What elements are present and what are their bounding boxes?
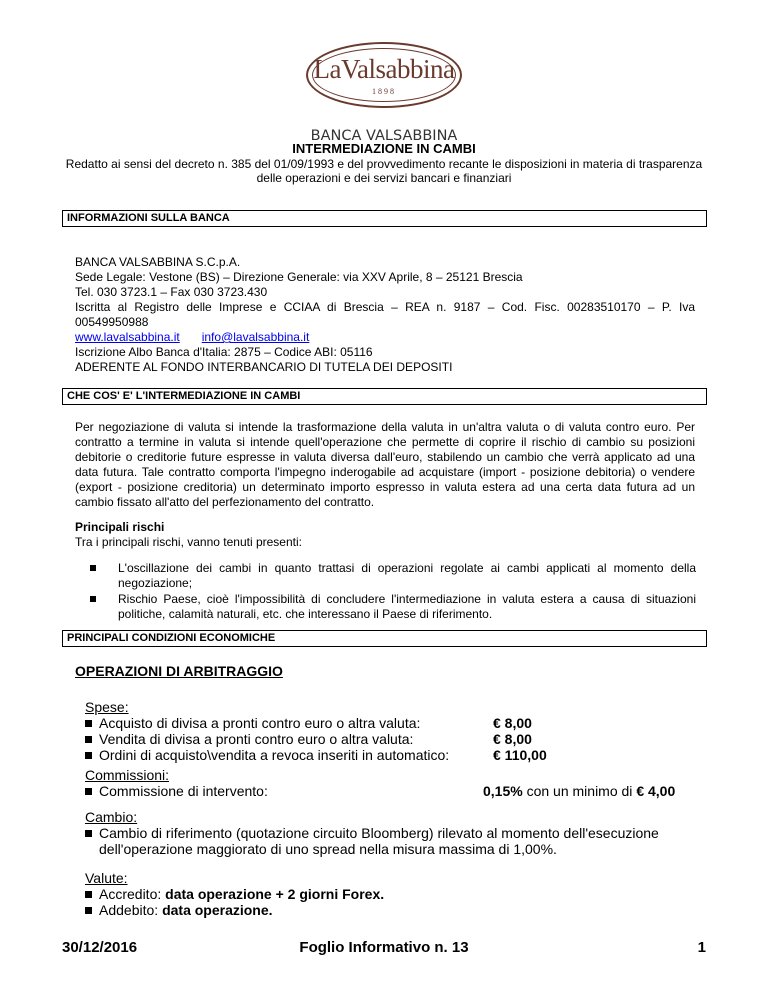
accredito-item (85, 886, 695, 902)
risk-item: L'oscillazione dei cambi in quanto trattasi di operazioni regolate ai cambi applicati al momento della negoziazione; (90, 561, 696, 591)
spese-amount: € 8,00 (493, 731, 532, 747)
cambio-block (85, 809, 695, 857)
commissione-min: € 4,00 (636, 783, 676, 799)
spese-amount: € 8,00 (493, 715, 532, 731)
arbitrage-heading: OPERAZIONI DI ARBITRAGGIO (75, 663, 283, 679)
cambio-label: Cambio: (85, 809, 138, 825)
cambio-item: Cambio di riferimento (quotazione circuito Bloomberg) rilevato al momento dell'esecuzione dell'operazione maggiorato di uno spread nella misura massima di 1,00%. (85, 825, 695, 857)
section-header-what-is: CHE COS' E' L'INTERMEDIAZIONE IN CAMBI (62, 388, 707, 405)
spese-amount: € 110,00 (493, 747, 547, 763)
document-title: INTERMEDIAZIONE IN CAMBI (292, 141, 476, 156)
commissioni-block (85, 767, 268, 799)
addebito-label: Addebito: (99, 902, 159, 918)
footer-page-number: 1 (697, 939, 706, 956)
what-is-paragraph: Per negoziazione di valuta si intende la trasformazione della valuta in un'altra valuta o di valuta contro euro. Per contratto a termine in valuta si intende quell'operazione che permette di coprire il rischio di cambio su posizioni debitorie o creditorie future espresse in valuta diversa dall'euro, stabilendo un cambio che verrà applicato ad una data futura. Tale contratto comporta l'impegno inderogabile ad acquistare (import - posizione debitoria) o vendere (export - posizione creditoria) un determinato importo espresso in valuta estera ad una certa data futura ad un cambio fissato all'atto del perfezionamento del contratto. (75, 420, 695, 509)
bank-info-line: ADERENTE AL FONDO INTERBANCARIO DI TUTELA DEI DEPOSITI (75, 360, 453, 374)
addebito-value: data operazione. (162, 902, 273, 918)
bank-contacts-line (75, 330, 695, 345)
section-header-conditions: PRINCIPALI CONDIZIONI ECONOMICHE (62, 630, 707, 647)
risks-intro: Tra i principali rischi, vanno tenuti presenti: (75, 535, 302, 549)
bank-info-line: Iscrizione Albo Banca d'Italia: 2875 – Codice ABI: 05116 (75, 345, 373, 359)
document-subtitle: Redatto ai sensi del decreto n. 385 del 01/09/1993 e del provvedimento recante le disposizioni in materia di trasparenza delle operazioni e dei servizi bancari e finanziari (65, 157, 703, 185)
spese-item: Vendita di divisa a pronti contro euro o altra valuta: (85, 731, 449, 747)
commissioni-label: Commissioni: (85, 767, 170, 783)
bank-info-block (75, 255, 695, 375)
commissione-item: Commissione di intervento: (85, 783, 268, 799)
addebito-item (85, 902, 695, 918)
footer-sheet-number: Foglio Informativo n. 13 (299, 939, 469, 956)
spese-block (85, 699, 449, 763)
risks-title: Principali rischi (75, 520, 165, 534)
commissione-value (483, 783, 675, 799)
logo-year: 1898 (372, 87, 396, 96)
accredito-value: data operazione + 2 giorni Forex. (165, 886, 385, 902)
section-header-bank-info: INFORMAZIONI SULLA BANCA (62, 210, 707, 227)
bank-info-line: Sede Legale: Vestone (BS) – Direzione Generale: via XXV Aprile, 8 – 25121 Brescia (75, 270, 523, 284)
spese-label: Spese: (85, 699, 129, 715)
risks-list (90, 561, 696, 623)
commissione-rate: 0,15% (483, 783, 523, 799)
valute-block (85, 870, 695, 918)
accredito-label: Accredito: (99, 886, 162, 902)
website-link[interactable]: www.lavalsabbina.it (75, 330, 180, 344)
spese-amounts (493, 715, 547, 763)
commissione-mid: con un minimo di (526, 783, 633, 799)
email-link[interactable]: info@lavalsabbina.it (201, 330, 310, 344)
bank-info-line: BANCA VALSABBINA S.C.p.A. (75, 255, 241, 269)
spese-item: Ordini di acquisto\vendita a revoca inseriti in automatico: (85, 747, 449, 763)
logo-brand: LaValsabbina (313, 54, 455, 84)
bank-info-line: Tel. 030 3723.1 – Fax 030 3723.430 (75, 285, 268, 299)
spese-item: Acquisto di divisa a pronti contro euro o altra valuta: (85, 715, 449, 731)
footer-date: 30/12/2016 (62, 939, 138, 956)
bank-logo (300, 40, 468, 150)
bank-info-line: Iscritta al Registro delle Imprese e CCIAA di Brescia – REA n. 9187 – Cod. Fisc. 00283510170 – P. Iva 00549950988 (75, 300, 695, 329)
valute-label: Valute: (85, 870, 128, 886)
logo-bank-name: BANCA VALSABBINA (310, 128, 458, 144)
risk-item: Rischio Paese, cioè l'impossibilità di concludere l'intermediazione in valuta estera a causa di situazioni politiche, calamità naturali, etc. che interessano il Paese di riferimento. (90, 592, 696, 622)
